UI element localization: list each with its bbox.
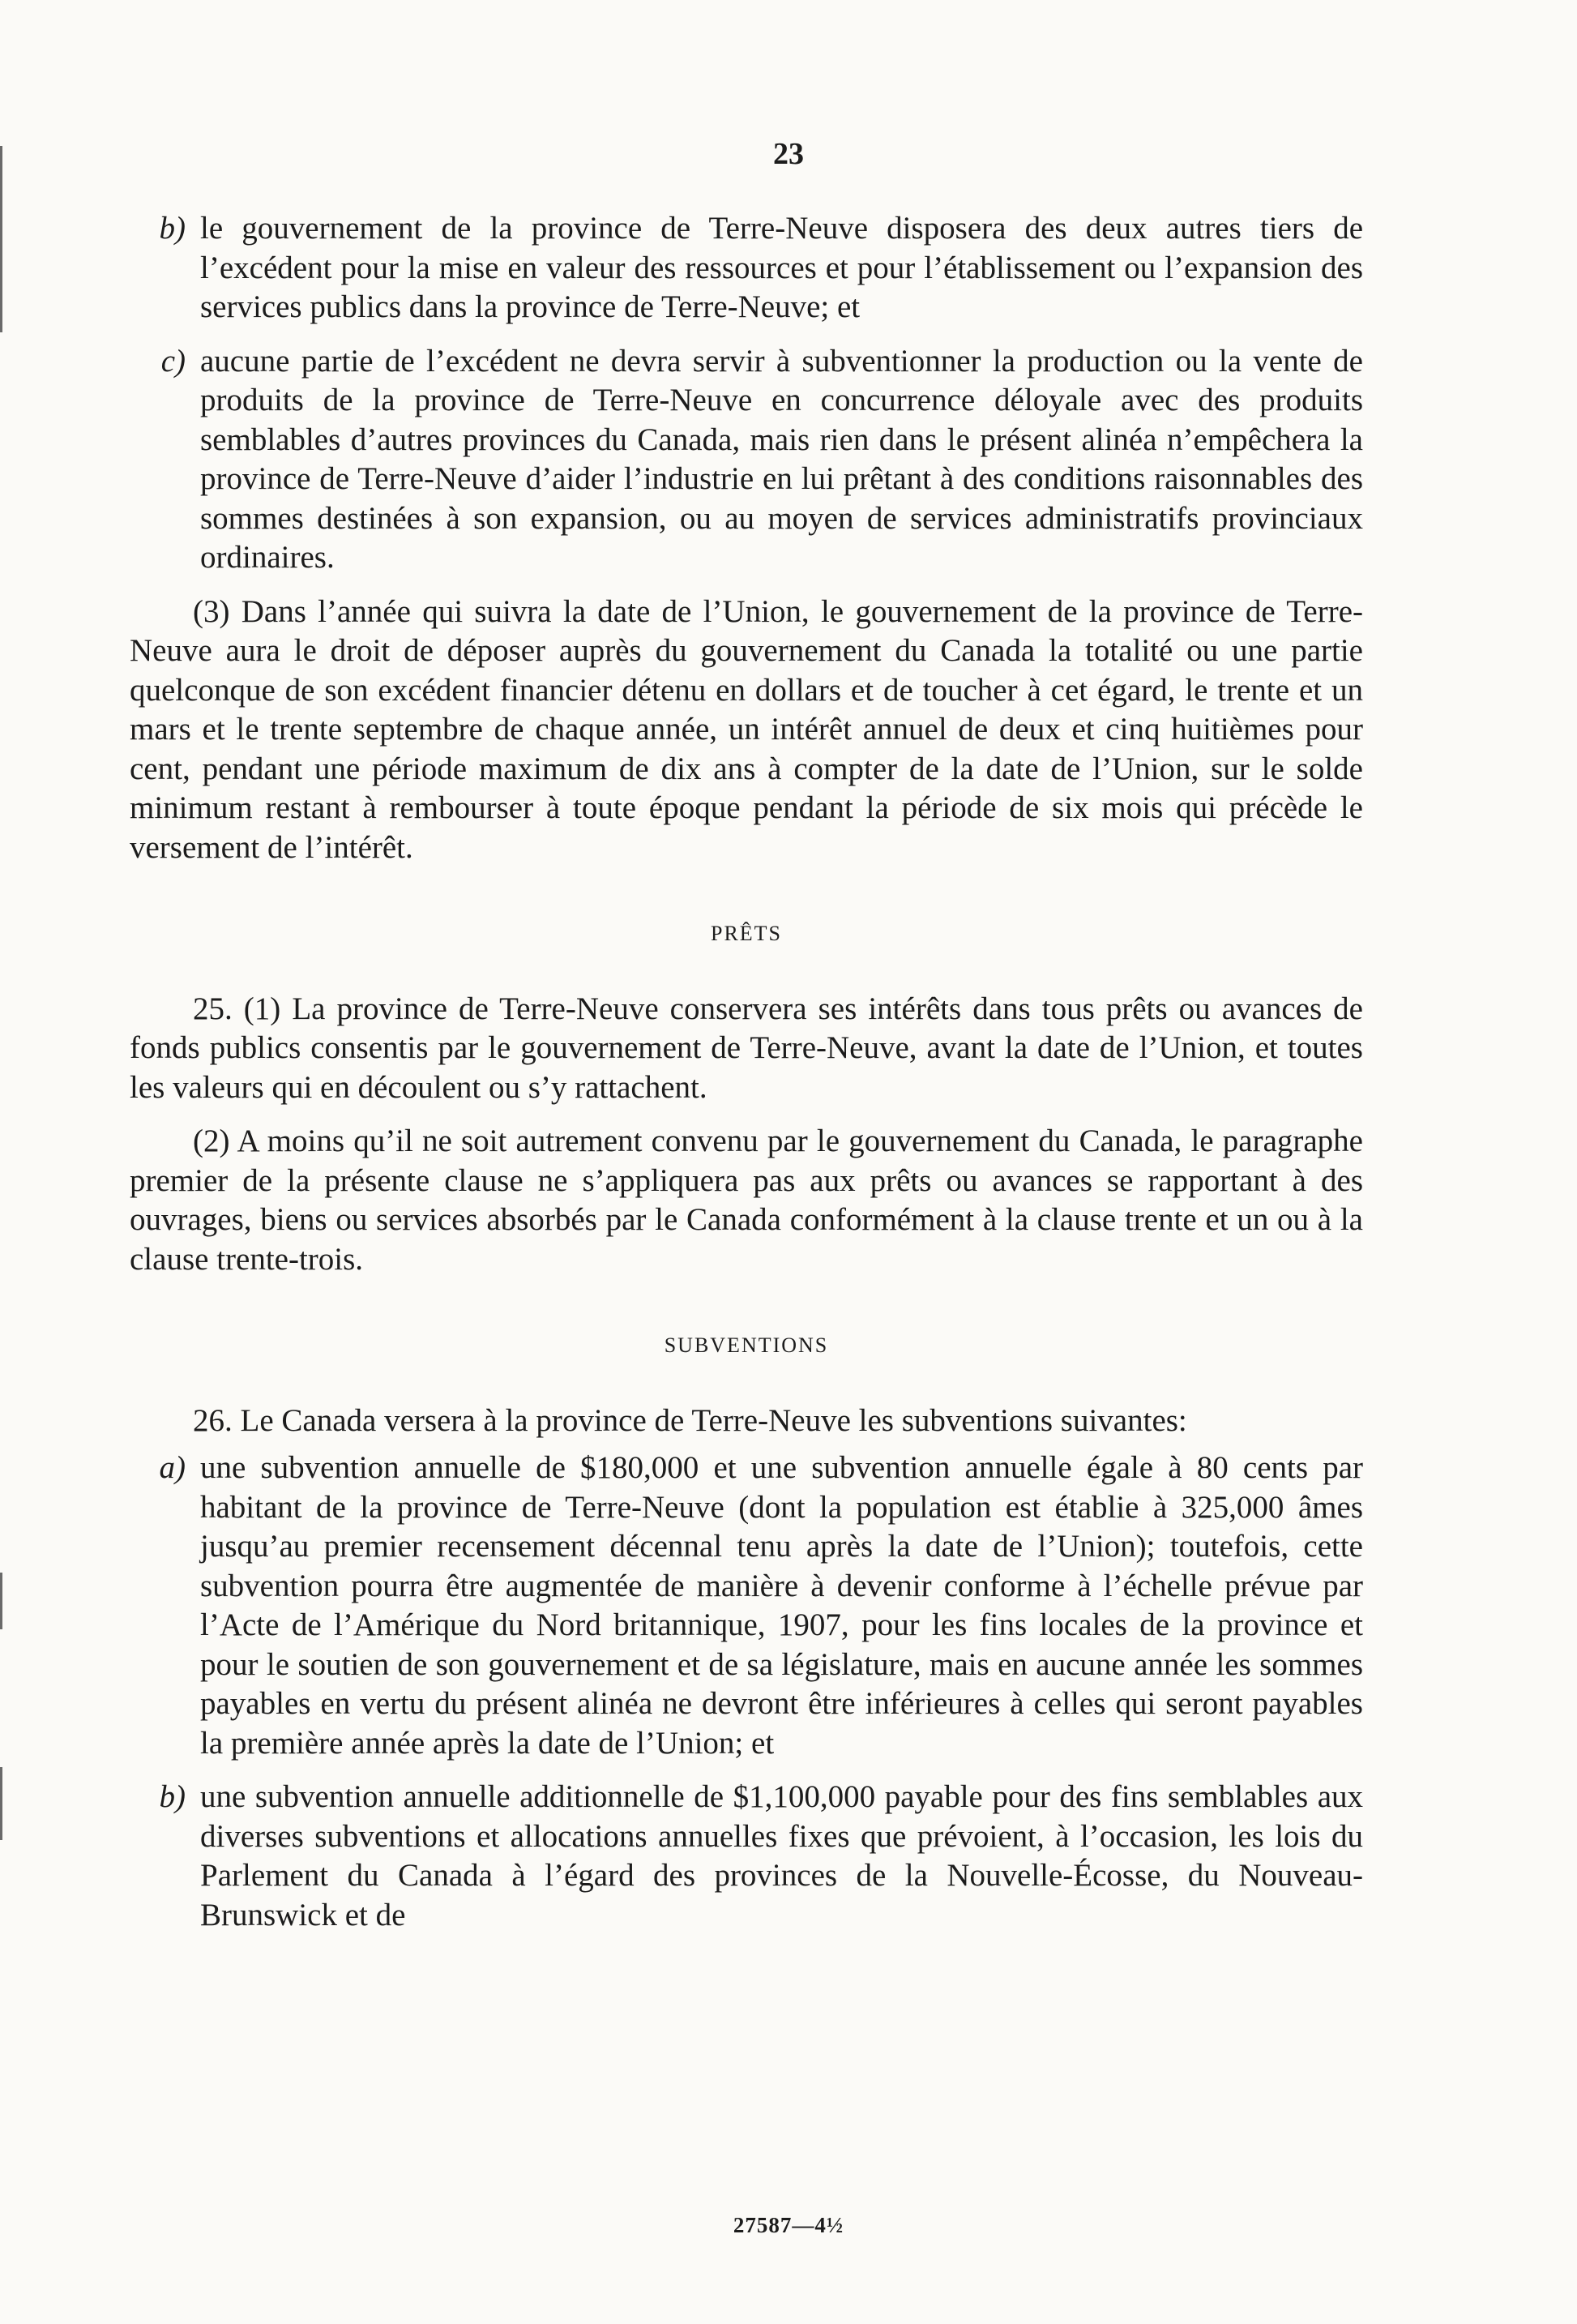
footer-code: 27587—4½ [733, 2213, 844, 2237]
item-marker: b) [159, 211, 186, 246]
paragraph-3: (3) Dans l’année qui suivra la date de l’Union, le gouvernement de la province de Terre-Neuve aura le droit de déposer auprès du gouvernement du Canada la totalité ou une partie quelconque de son excédent financier détenu en dollars et de toucher à cet égard, le trente et un mars et le trente septembre de chaque année, un intérêt annuel de deux et cinq huitièmes pour cent, pendant une période maximum de dix ans à compter de la date de l’Union, sur le solde minimum restant à rembourser à toute époque pendant la période de six mois qui précède le versement de l’intérêt. [130, 593, 1363, 865]
clause-26: 26. Le Canada versera à la province de Terre-Neuve les subventions suivantes: [193, 1402, 1187, 1438]
item-text: aucune partie de l’excédent ne devra servir à subventionner la production ou la vente de produits de la province de Terre-Neuve en concurrence déloyale avec des produits semblables d’autres provinces du Canada, mais rien dans le présent alinéa n’empêchera la province de Terre-Neuve d’aider l’industrie en lui prêtant à des conditions raisonnables des sommes destinées à son expansion, ou au moyen de services administratifs provinciaux ordinaires. [200, 343, 1363, 575]
document-body [130, 209, 1363, 1950]
item-text: une subvention annuelle additionnelle de $1,100,000 payable pour des fins semblables aux diverses subventions et allocations annuelles fixes que prévoient, à l’occasion, les lois du Parlement du Canada à l’égard des provinces de la Nouvelle-Écosse, du Nouveau-Brunswick et de [200, 1779, 1363, 1932]
clause-25-1: 25. (1) La province de Terre-Neuve conservera ses intérêts dans tous prêts ou avances de fonds publics consentis par le gouvernement de Terre-Neuve, avant la date de l’Union, et toutes les valeurs qui en découlent ou s’y rattachent. [130, 991, 1363, 1105]
list-item-c [130, 342, 1363, 578]
item-text: le gouvernement de la province de Terre-Neuve disposera des deux autres tiers de l’excédent pour la mise en valeur des ressources et pour l’établissement ou l’expansion des services publics dans la province de Terre-Neuve; et [200, 211, 1363, 324]
page-number: 23 [773, 137, 804, 171]
list-item-b [130, 1778, 1363, 1935]
section-heading-subventions: SUBVENTIONS [664, 1333, 829, 1357]
scan-edge-mark [0, 1767, 2, 1840]
item-marker: c) [160, 343, 186, 379]
item-marker: b) [159, 1779, 186, 1814]
list-item-b [130, 209, 1363, 327]
scan-edge-mark [0, 146, 2, 332]
item-text: une subvention annuelle de $180,000 et une subvention annuelle égale à 80 cents par habitant de la province de Terre-Neuve (dont la population est établie à 325,000 âmes jusqu’au premier recensement décennal tenu après la date de l’Union); toutefois, cette subvention pourra être augmentée de manière à devenir conforme à l’échelle prévue par l’Acte de l’Amérique du Nord britannique, 1907, pour les fins locales de la province et pour le soutien de son gouvernement et de sa législature, mais en aucune année les sommes payables en vertu du présent alinéa ne devront être inférieures à celles qui seront payables la première année après la date de l’Union; et [200, 1450, 1363, 1761]
clause-25-2: (2) A moins qu’il ne soit autrement convenu par le gouvernement du Canada, le paragraphe premier de la présente clause ne s’appliquera pas aux prêts ou avances se rapportant à des ouvrages, biens ou services absorbés par le Canada conformément à la clause trente et un ou à la clause trente-trois. [130, 1123, 1363, 1277]
item-marker: a) [159, 1450, 186, 1485]
list-item-a [130, 1449, 1363, 1763]
section-heading-prets: PRÊTS [710, 922, 783, 945]
scan-edge-mark [0, 1573, 2, 1629]
